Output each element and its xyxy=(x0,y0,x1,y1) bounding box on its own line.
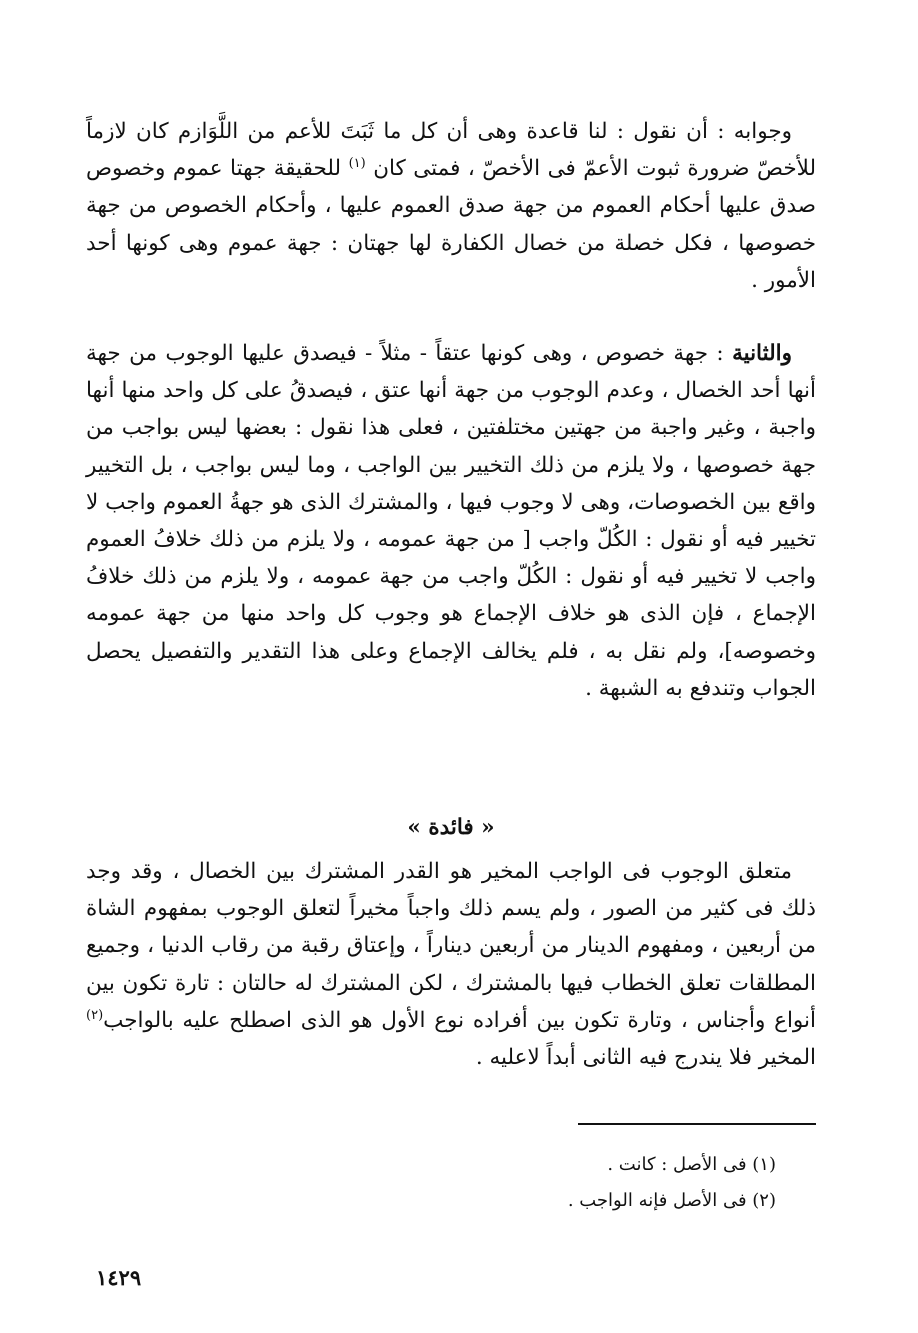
footnote-1: (١) فى الأصل : كانت . xyxy=(607,1154,776,1175)
footnote-ref-2: (٢) xyxy=(86,1007,104,1023)
footnote-ref-1: (١) xyxy=(348,156,366,172)
paragraph-answer-rest: للحقيقة جهتا عموم وخصوص صدق عليها أحكام العموم من جهة صدق العموم عليها ، وأحكام الخصوص من جهة خصوصها ، فكل خصلة من خصال الكفارة لها جهتان : جهة عموم وهى كونها أحد الأمور . xyxy=(86,156,816,293)
paragraph-benefit-rest: المخير فلا يندرج فيه الثانى أبداً لاعليه . xyxy=(475,1045,816,1071)
footnote-separator xyxy=(578,1123,816,1125)
paragraph-benefit xyxy=(86,853,816,1076)
paragraph-answer xyxy=(86,113,816,299)
section-heading: « فائدة » xyxy=(407,815,495,840)
paragraph-second-lead: والثانية xyxy=(732,341,793,366)
page-number: ١٤٢٩ xyxy=(96,1265,142,1290)
paragraph-answer-text: وجوابه : أن نقول : لنا قاعدة وهى أن كل ما ثَبَتَ للأعم من اللَّوَازم كان لازماً للأخصّ ضرورة ثبوت الأعمّ فى الأخصّ ، فمتى كان xyxy=(86,119,817,182)
footnote-2: (٢) فى الأصل فإنه الواجب . xyxy=(567,1190,776,1211)
paragraph-second xyxy=(86,335,816,707)
paragraph-second-text: : جهة خصوص ، وهى كونها عتقاً - مثلاً - فيصدق عليها الوجوب من جهة أنها أحد الخصال ، وعدم الوجوب من جهة أنها عتق ، فيصدقُ على كل واحد منها أنها واجبة ، وغير واجبة من جهتين مختلفتين ، فعلى هذا نقول : بعضها ليس بواجب من جهة خصوصها ، ولا يلزم من ذلك التخيير بين الواجب ، وما ليس بواجب ، بل التخيير واقع بين الخصوصات، وهى لا وجوب فيها ، والمشترك الذى هو جهةُ العموم واجب لا تخيير فيه أو نقول : الكُلّ واجب [ من جهة عمومه ، ولا يلزم من ذلك خلافُ العموم واجب لا تخيير فيه أو نقول : الكُلّ واجب من جهة عمومه ، ولا يلزم من ذلك خلافُ الإجماع ، فإن الذى هو خلاف الإجماع هو وجوب كل واحد منها من جهة عمومه وخصوصه]، ولم نقل به ، فلم يخالف الإجماع وعلى هذا التقدير والتفصيل يحصل الجواب وتندفع به الشبهة . xyxy=(86,341,816,701)
paragraph-benefit-text: متعلق الوجوب فى الواجب المخير هو القدر المشترك بين الخصال ، وقد وجد ذلك فى كثير من الصور ، ولم يسم ذلك واجباً مخيراً لتعلق الوجوب بمفهوم الشاة من أربعين ، ومفهوم الدينار من أربعين ديناراً ، وإعتاق رقبة من رقاب الدنيا ، وجميع المطلقات تعلق الخطاب فيها بالمشترك ، لكن المشترك له حالتان : تارة تكون بين أنواع وأجناس ، وتارة تكون بين أفراده نوع الأول هو الذى اصطلح عليه بالواجب xyxy=(86,859,816,1033)
